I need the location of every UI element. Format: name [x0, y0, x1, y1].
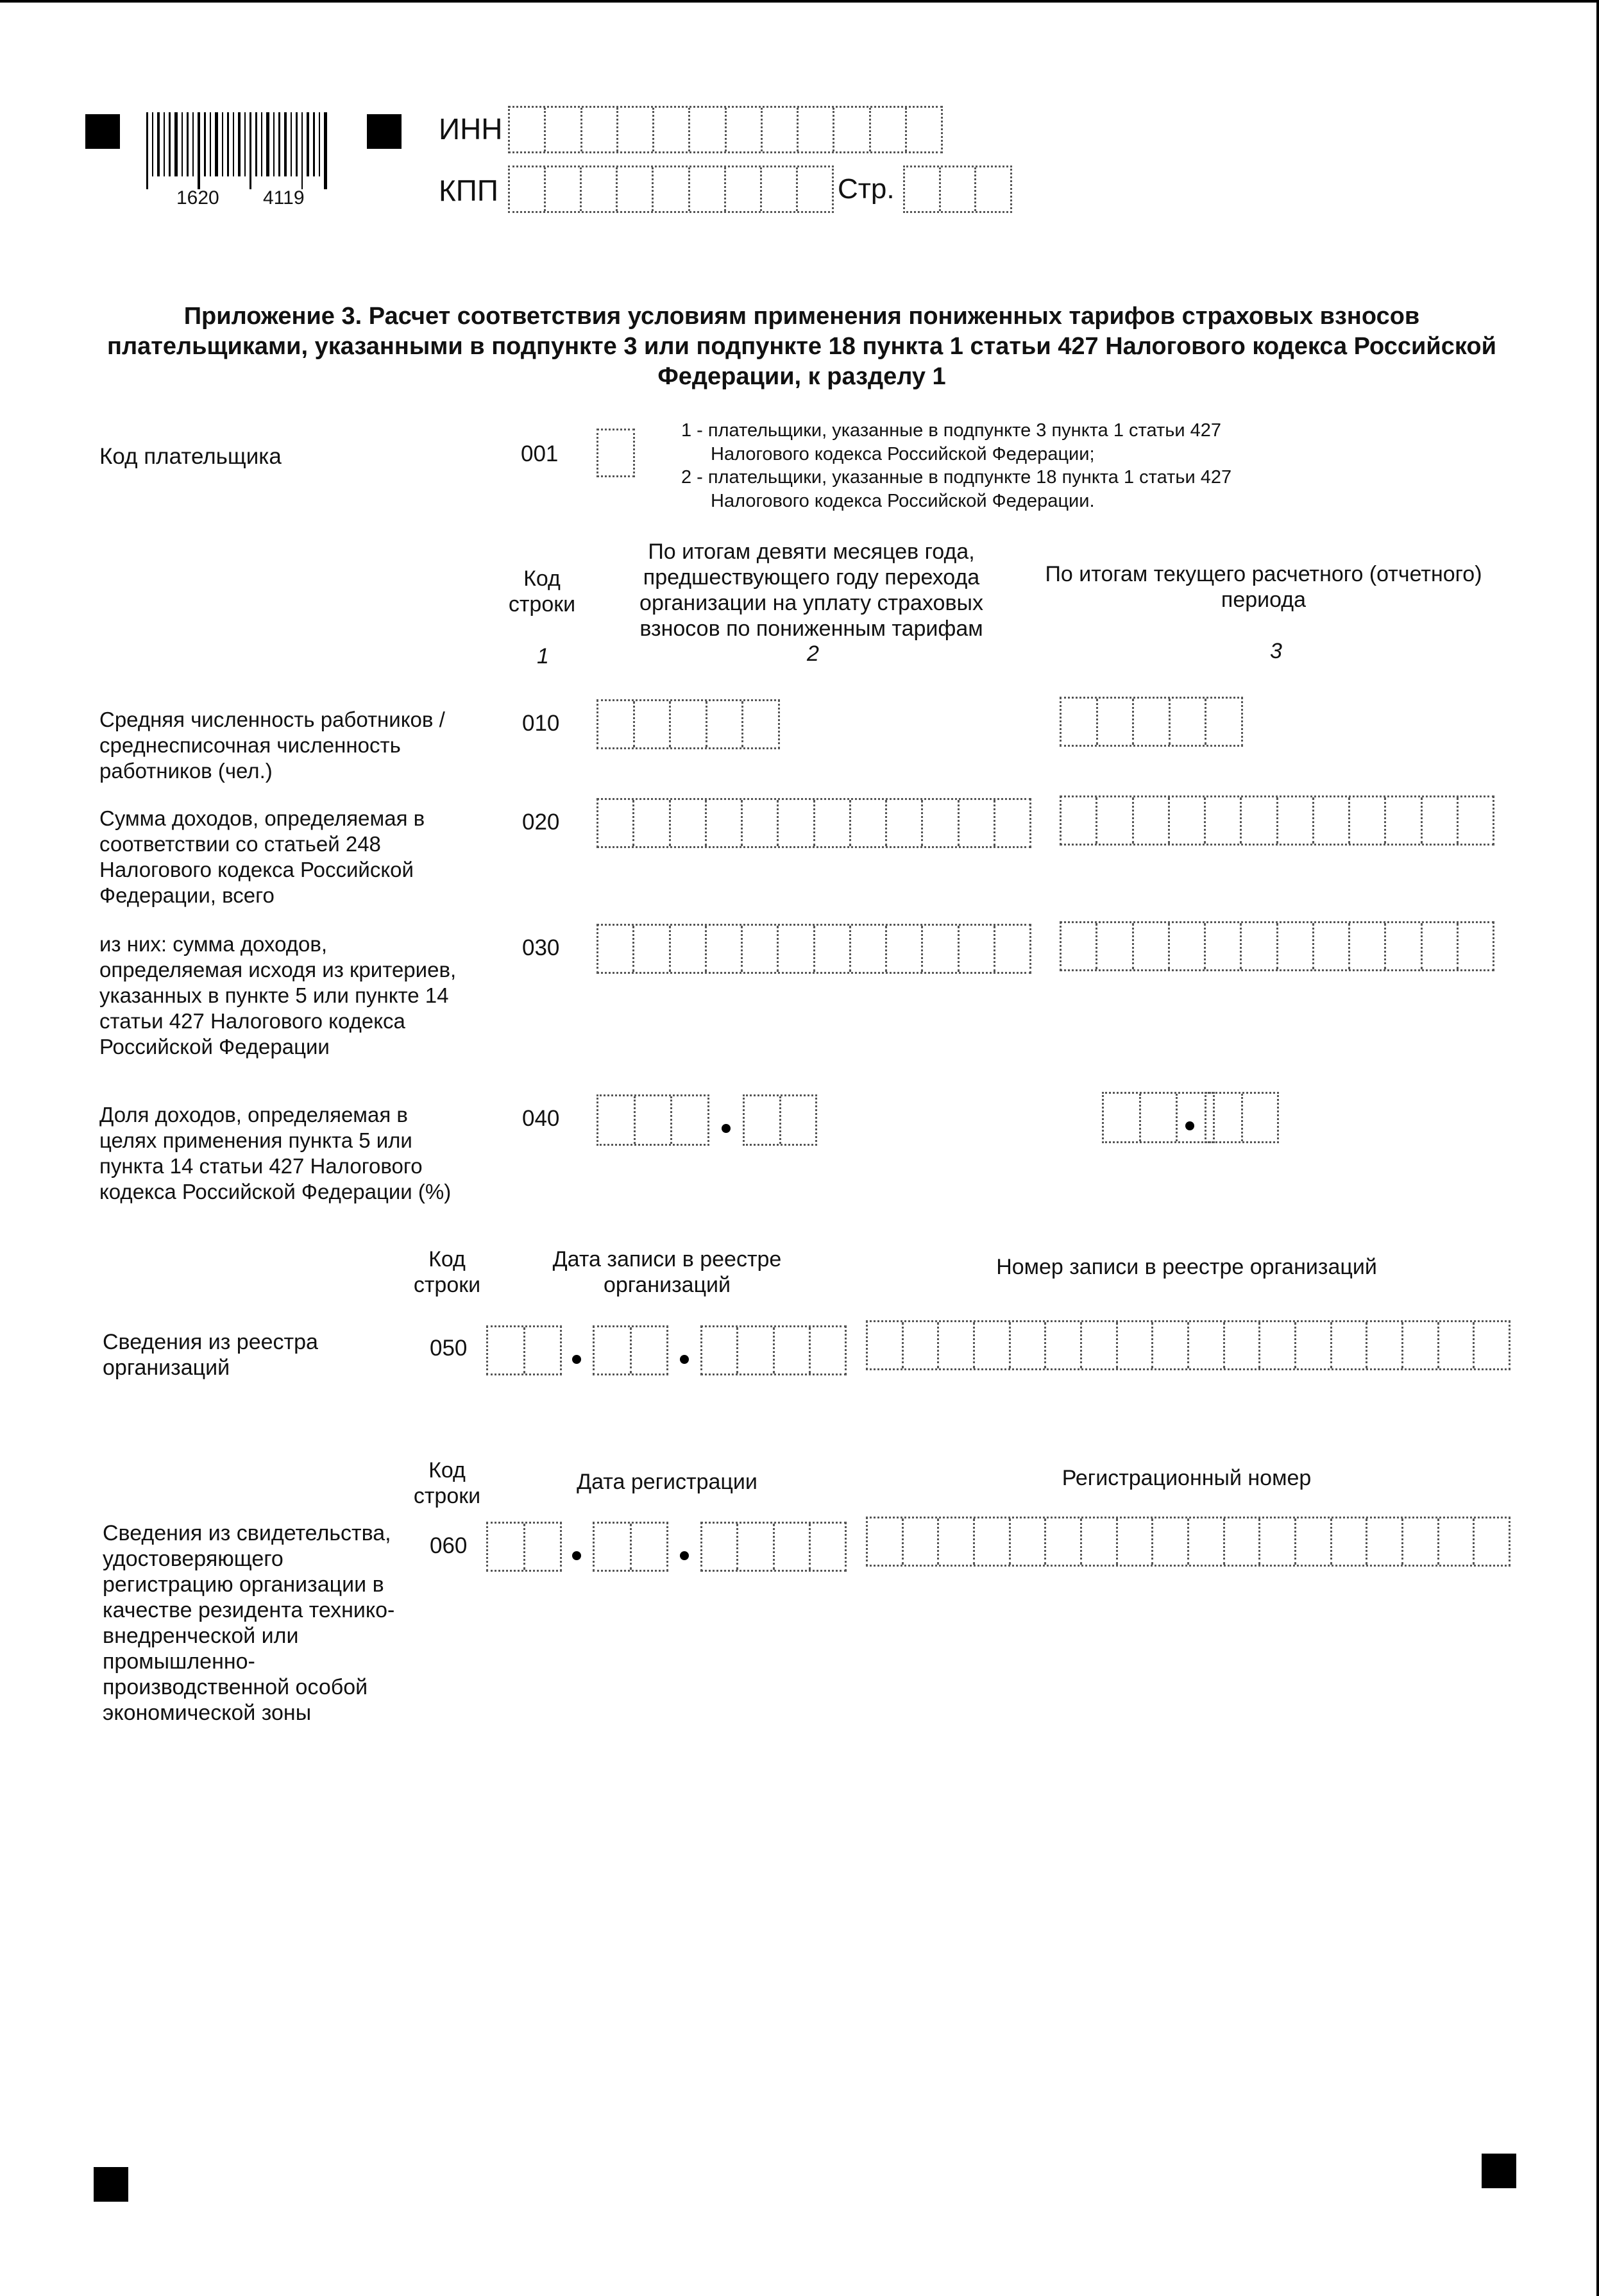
barcode-bar [210, 112, 211, 176]
page-title: Приложение 3. Расчет соответствия условиям применения пониженных тарифов страховых взносов плательщиками, указанными в подпункте 3 или подпункте 18 пункта 1 статьи 427 Налогового кодекса Российской Федерации, к разделу 1 [107, 303, 1496, 390]
date-separator [680, 1551, 689, 1560]
barcode-bar [164, 112, 165, 176]
certificate-label: Сведения из свидетельства, удостоверяющего регистрацию организации в качестве резидента технико-внедренческой или промышленно-производственной особой экономической зоны [103, 1521, 395, 1725]
certificate-date-month-field[interactable] [593, 1522, 668, 1572]
certificate-date-year-field[interactable] [700, 1522, 847, 1572]
scan-border-top [0, 0, 1599, 3]
kpp-label: КПП [439, 174, 498, 207]
corner-marker-bottom-right [1482, 2154, 1516, 2188]
code-column-header: Код строки [508, 566, 576, 617]
column-number-2: 2 [807, 642, 819, 666]
barcode-bar [227, 112, 229, 176]
barcode-bar [146, 112, 148, 189]
corner-marker-top-mid [367, 114, 402, 149]
barcode-bar [255, 112, 257, 176]
barcode-bar [233, 112, 234, 176]
payer-legend-2b: Налогового кодекса Российской Федерации. [711, 491, 1095, 511]
barcode-bar [169, 112, 171, 176]
row-040-col2-integer-field[interactable] [596, 1094, 709, 1146]
barcode-bar [222, 112, 223, 176]
registry-row-code: 050 [430, 1336, 468, 1361]
page-field[interactable] [903, 166, 1012, 213]
barcode-bar [291, 112, 292, 176]
row-040-label: Доля доходов, определяемая в целях применения пункта 5 или пункта 14 статьи 427 Налогового кодекса Российской Федерации (%) [99, 1103, 452, 1203]
kpp-field[interactable] [508, 166, 834, 213]
barcode-bar [307, 112, 309, 176]
registry-number-field[interactable] [866, 1320, 1510, 1370]
certificate-code-header: Код строки [413, 1458, 481, 1508]
row-020-col3-field[interactable] [1060, 795, 1494, 846]
date-separator [680, 1355, 689, 1364]
payer-code-field[interactable] [596, 429, 635, 477]
row-040-code: 040 [522, 1106, 560, 1131]
barcode-bar [244, 112, 246, 176]
barcode-bar [157, 112, 160, 176]
barcode-bar [250, 112, 251, 189]
column-number-3: 3 [1270, 639, 1282, 663]
barcode-bar [182, 112, 183, 176]
barcode-bar [174, 112, 178, 176]
row-020-col2-field[interactable] [596, 798, 1031, 848]
row-010-col3-field[interactable] [1060, 697, 1243, 747]
barcode-bar [284, 112, 287, 176]
certificate-date-header: Дата регистрации [577, 1470, 757, 1494]
date-separator [572, 1551, 581, 1560]
row-030-label: из них: сумма доходов, определяемая исходя из критериев, указанных в пункте 5 или пункте 14 статьи 427 Налогового кодекса Российской Федерации [99, 932, 457, 1059]
barcode-bar [192, 112, 194, 176]
barcode-bar [266, 112, 269, 176]
scan-border-right [1596, 0, 1599, 2296]
certificate-number-field[interactable] [866, 1517, 1510, 1567]
row-010-col2-field[interactable] [596, 699, 780, 749]
barcode-bar [319, 112, 320, 176]
inn-label: ИНН [439, 112, 503, 146]
registry-code-header: Код строки [413, 1247, 481, 1297]
row-040-col2-fraction-field[interactable] [743, 1094, 817, 1146]
row-030-code: 030 [522, 935, 560, 960]
payer-row-code: 001 [521, 441, 559, 466]
registry-date-year-field[interactable] [700, 1325, 847, 1375]
decimal-point [722, 1124, 731, 1133]
certificate-date-day-field[interactable] [486, 1522, 562, 1572]
certificate-row-code: 060 [430, 1533, 468, 1558]
row-030-col2-field[interactable] [596, 924, 1031, 974]
barcode-bar [278, 112, 280, 176]
payer-legend-1b: Налогового кодекса Российской Федерации; [711, 444, 1095, 464]
page-label: Стр. [838, 173, 895, 205]
registry-date-month-field[interactable] [593, 1325, 668, 1375]
barcode-number-right: 4119 [263, 187, 305, 208]
certificate-number-header: Регистрационный номер [1062, 1466, 1312, 1490]
date-separator [572, 1355, 581, 1364]
payer-legend-2: 2 - плательщики, указанные в подпункте 18 пункта 1 статьи 427 [681, 467, 1232, 488]
registry-date-header: Дата записи в реестре организаций [552, 1247, 782, 1297]
row-030-col3-field[interactable] [1060, 921, 1494, 971]
column-number-1: 1 [537, 644, 549, 668]
col2-header: По итогам девяти месяцев года, предшествующего году перехода организации на уплату страховых взносов по пониженным тарифам [639, 540, 983, 641]
registry-number-header: Номер записи в реестре организаций [996, 1255, 1377, 1279]
registry-label: Сведения из реестра организаций [103, 1330, 318, 1380]
payer-code-label: Код плательщика [99, 444, 282, 469]
barcode-bar [313, 112, 315, 176]
barcode-bar [238, 112, 241, 176]
col3-header: По итогам текущего расчетного (отчетного) периода [1045, 562, 1482, 612]
barcode-bar [261, 112, 262, 176]
barcode [146, 112, 339, 189]
barcode-bar [204, 112, 206, 176]
decimal-point [1185, 1121, 1194, 1130]
row-010-label: Средняя численность работников / среднесписочная численность работников (чел.) [99, 708, 445, 783]
barcode-bar [273, 112, 275, 176]
barcode-bar [301, 112, 303, 189]
barcode-bar [152, 112, 153, 176]
barcode-bar [215, 112, 218, 176]
payer-legend-1: 1 - плательщики, указанные в подпункте 3 пункта 1 статьи 427 [681, 420, 1222, 441]
corner-marker-bottom-left [94, 2167, 128, 2202]
barcode-number-left: 1620 [176, 187, 219, 208]
row-020-label: Сумма доходов, определяемая в соответствии со статьей 248 Налогового кодекса Российской Федерации, всего [99, 806, 425, 907]
row-020-code: 020 [522, 810, 560, 835]
barcode-bar [296, 112, 298, 176]
row-040-col3-integer-field[interactable] [1102, 1092, 1215, 1143]
barcode-bar [187, 112, 189, 176]
barcode-bar [198, 112, 200, 189]
barcode-bar [324, 112, 327, 189]
row-010-code: 010 [522, 711, 560, 736]
row-040-col3-fraction-field[interactable] [1205, 1092, 1279, 1143]
registry-date-day-field[interactable] [486, 1325, 562, 1375]
inn-field[interactable] [508, 106, 943, 153]
corner-marker-top-left [85, 114, 120, 149]
